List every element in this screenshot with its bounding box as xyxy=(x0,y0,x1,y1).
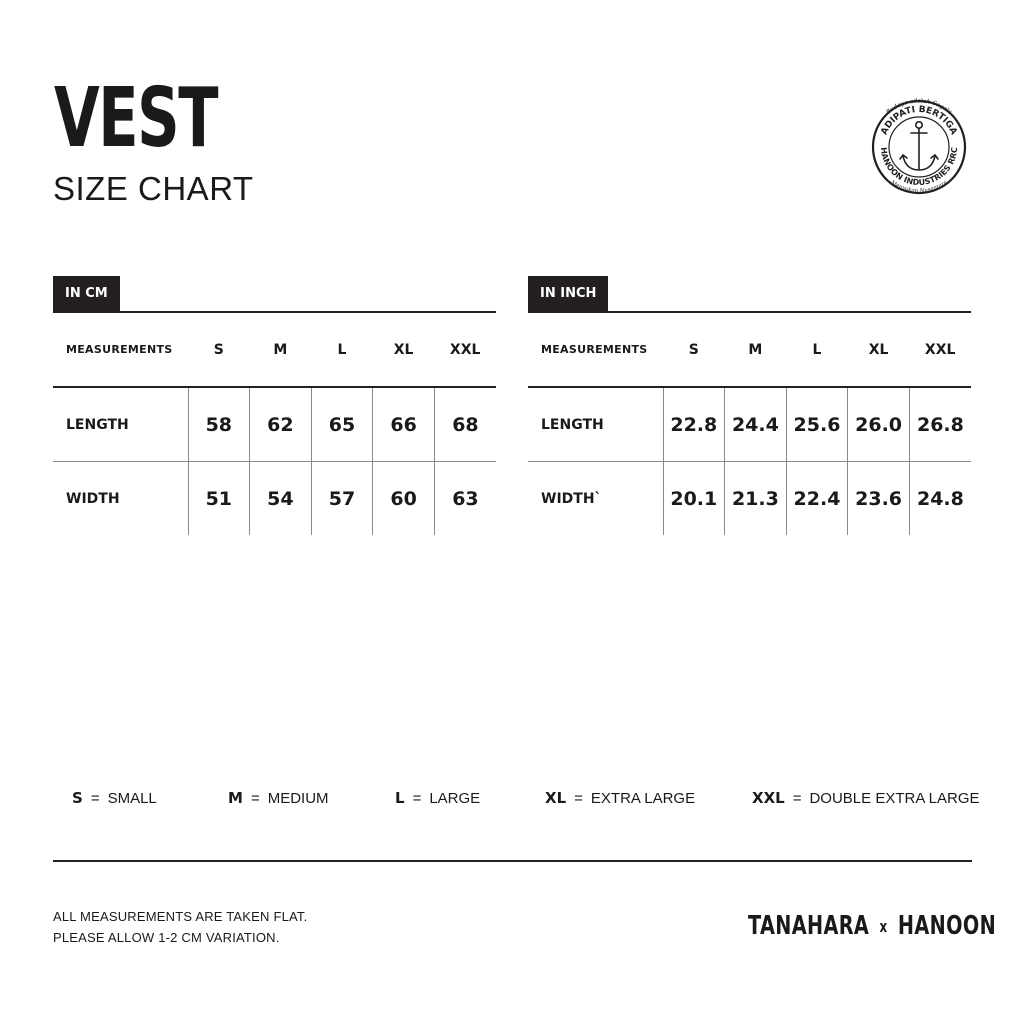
size-header-xxl: XXL xyxy=(909,313,971,387)
legend-meaning: SMALL xyxy=(107,790,157,807)
size-header-m: M xyxy=(250,313,312,387)
row-label-width: WIDTH` xyxy=(541,490,602,507)
legend-equals: = xyxy=(574,790,583,807)
legend-meaning: EXTRA LARGE xyxy=(590,790,696,807)
legend-item-small xyxy=(72,789,157,807)
size-header-s: S xyxy=(188,313,250,387)
legend-item-medium xyxy=(228,789,329,807)
size-header-s: S xyxy=(663,313,725,387)
unit-tab-cm: IN CM xyxy=(53,276,120,311)
size-table-inch xyxy=(528,276,971,535)
table-row xyxy=(53,462,496,536)
legend-abbr: XL xyxy=(545,789,567,807)
page-subtitle: SIZE CHART xyxy=(53,170,254,207)
svg-text:Budaya adalah Segala: Budaya adalah Segala xyxy=(884,97,954,116)
legend-abbr: M xyxy=(228,789,243,807)
brand-collab-wordmark xyxy=(748,911,996,941)
table-cell: 62 xyxy=(250,387,312,462)
note-line-1: ALL MEASUREMENTS ARE TAKEN FLAT. xyxy=(53,909,308,924)
legend-meaning: LARGE xyxy=(429,790,481,807)
table-header-row xyxy=(528,313,971,387)
size-header-m: M xyxy=(725,313,787,387)
size-header-xxl: XXL xyxy=(434,313,496,387)
brand-seal-logo xyxy=(864,92,974,202)
brand-tanahara: TANAHARA xyxy=(748,911,870,941)
size-header-l: L xyxy=(786,313,848,387)
table-cell: 25.6 xyxy=(786,387,848,462)
row-label-length: LENGTH xyxy=(528,387,663,462)
brand-hanoon: HANOON xyxy=(897,911,997,941)
table-cell: 51 xyxy=(188,462,250,536)
size-table-cm xyxy=(53,276,496,535)
measurements-header: MEASUREMENTS xyxy=(528,313,663,387)
table-cell: 20.1 xyxy=(663,462,725,536)
table-cell: 26.0 xyxy=(848,387,910,462)
table-header-row xyxy=(53,313,496,387)
footer-divider xyxy=(53,860,972,862)
unit-tab-inch: IN INCH xyxy=(528,276,608,311)
size-header-l: L xyxy=(311,313,373,387)
page-title: VEST xyxy=(54,71,218,166)
table-cell: 24.4 xyxy=(725,387,787,462)
table-cell: 57 xyxy=(311,462,373,536)
table-cell: 22.4 xyxy=(786,462,848,536)
table-cell: 65 xyxy=(311,387,373,462)
anchor-icon xyxy=(900,122,938,170)
size-table-grid xyxy=(528,313,971,535)
table-row xyxy=(528,462,971,536)
table-cell: 66 xyxy=(373,387,435,462)
table-cell: 58 xyxy=(188,387,250,462)
legend-abbr: S xyxy=(72,789,83,807)
note-line-2: PLEASE ALLOW 1-2 CM VARIATION. xyxy=(53,930,280,945)
table-row xyxy=(53,387,496,462)
size-header-xl: XL xyxy=(848,313,910,387)
row-label-width: WIDTH xyxy=(66,490,120,507)
measurement-note xyxy=(53,906,307,948)
legend-equals: = xyxy=(90,790,100,807)
table-cell: 63 xyxy=(434,462,496,536)
measurements-header: MEASUREMENTS xyxy=(53,313,188,387)
svg-text:Menyukan Nusantara: Menyukan Nusantara xyxy=(889,179,949,195)
table-cell: 24.8 xyxy=(909,462,971,536)
legend-meaning: DOUBLE EXTRA LARGE xyxy=(809,790,980,807)
legend-equals: = xyxy=(792,790,802,807)
table-cell: 68 xyxy=(434,387,496,462)
size-legend xyxy=(72,789,980,809)
legend-abbr: L xyxy=(395,789,405,807)
size-header-xl: XL xyxy=(373,313,435,387)
legend-equals: = xyxy=(412,790,422,807)
legend-item-large xyxy=(395,789,480,807)
legend-abbr: XXL xyxy=(752,789,785,807)
legend-meaning: MEDIUM xyxy=(267,790,329,807)
svg-text:HANOON INDUSTRIES RRC: HANOON INDUSTRIES RRC xyxy=(878,146,960,188)
brand-x: x xyxy=(879,917,888,936)
size-table-grid xyxy=(53,313,496,535)
table-cell: 23.6 xyxy=(848,462,910,536)
table-cell: 26.8 xyxy=(909,387,971,462)
table-row xyxy=(528,387,971,462)
table-cell: 54 xyxy=(250,462,312,536)
table-cell: 21.3 xyxy=(725,462,787,536)
svg-text:ADIPATI BERTIGA: ADIPATI BERTIGA xyxy=(879,104,959,137)
row-label-length: LENGTH xyxy=(53,387,188,462)
legend-equals: = xyxy=(250,790,260,807)
legend-item-extra-large xyxy=(545,789,695,807)
table-cell: 60 xyxy=(373,462,435,536)
legend-item-double-extra-large xyxy=(752,789,980,807)
table-cell: 22.8 xyxy=(663,387,725,462)
